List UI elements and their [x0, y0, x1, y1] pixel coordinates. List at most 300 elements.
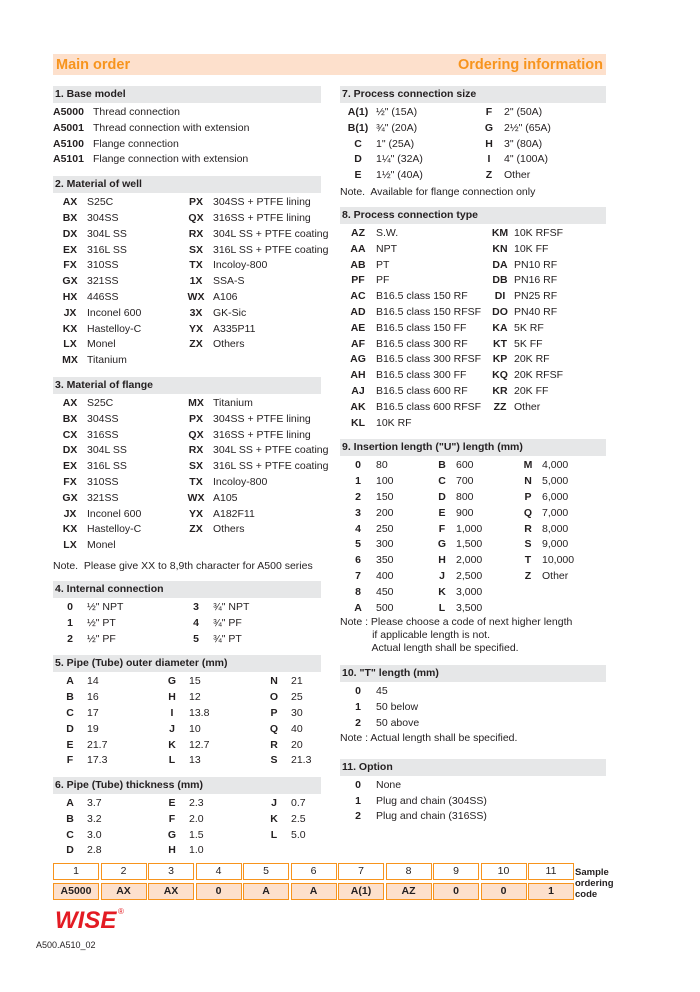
section-header: 11. Option: [340, 759, 606, 776]
value-cell: PN16 RF: [514, 274, 558, 287]
sample-position-number: 5: [243, 863, 289, 880]
value-cell: 300: [376, 538, 394, 551]
value-cell: Other: [504, 169, 531, 182]
code-cell: AG: [350, 353, 366, 366]
value-cell: ½" PT: [87, 616, 116, 629]
logo-text: WISE: [55, 907, 117, 932]
code-cell: F: [485, 106, 493, 118]
section-pipe-thickness: [53, 777, 321, 859]
code-cell: A5101: [53, 153, 84, 166]
value-cell: Titanium: [213, 396, 253, 409]
code-cell: RX: [188, 444, 204, 457]
code-cell: T: [524, 554, 532, 567]
section-header: 5. Pipe (Tube) outer diameter (mm): [53, 655, 321, 672]
value-cell: 25: [291, 691, 303, 704]
section-header: 8. Process connection type: [340, 207, 606, 224]
value-cell: 304L SS: [87, 227, 127, 240]
code-cell: YX: [188, 507, 203, 520]
code-cell: BX: [62, 412, 78, 425]
code-cell: PX: [188, 196, 203, 209]
code-cell: A: [66, 675, 74, 688]
code-cell: O: [269, 691, 279, 704]
sample-position-number: 4: [196, 863, 242, 880]
value-cell: 321SS: [87, 491, 119, 504]
value-cell: PT: [376, 258, 390, 271]
section-option: [340, 759, 606, 825]
value-cell: Inconel 600: [87, 306, 142, 319]
note-t-length: Note : Actual length shall be specified.: [340, 731, 518, 744]
code-cell: B: [66, 812, 74, 825]
code-cell: 1: [355, 794, 361, 807]
code-cell: E: [354, 169, 362, 182]
left-column: [53, 86, 329, 867]
code-cell: SX: [188, 243, 203, 256]
value-cell: 316L SS + PTFE coating: [213, 460, 329, 473]
value-cell: Monel: [87, 338, 116, 351]
section-header: 6. Pipe (Tube) thickness (mm): [53, 777, 321, 794]
code-cell: KQ: [492, 369, 508, 382]
value-cell: 450: [376, 585, 394, 598]
section-header: 1. Base model: [53, 86, 321, 103]
value-cell: 21.3: [291, 754, 312, 767]
value-cell: 316SS: [87, 428, 119, 441]
sample-position-number: 8: [386, 863, 432, 880]
value-cell: [542, 601, 606, 617]
code-cell: N: [524, 475, 532, 488]
code-cell: CX: [62, 428, 78, 441]
code-cell: K: [438, 585, 446, 598]
code-cell: MX: [188, 396, 204, 409]
sample-code-value: AX: [101, 883, 147, 900]
code-cell: KR: [492, 384, 508, 397]
value-cell: 304L SS + PTFE coating: [213, 444, 329, 457]
value-cell: 20K FF: [514, 384, 549, 397]
code-cell: BX: [62, 211, 78, 224]
value-cell: 6,000: [542, 490, 569, 503]
title-banner: [53, 54, 606, 75]
value-cell: 304SS: [87, 211, 119, 224]
code-cell: C: [438, 475, 446, 488]
code-cell: A5000: [53, 106, 84, 118]
code-cell: I: [487, 153, 491, 166]
value-cell: 17: [87, 706, 99, 719]
code-cell: 0: [355, 459, 361, 472]
value-cell: 250: [376, 522, 394, 535]
code-cell: 2: [355, 716, 361, 729]
code-cell: E: [438, 506, 446, 519]
value-cell: 4" (100A): [504, 153, 548, 166]
sample-position-number: 9: [433, 863, 479, 880]
value-cell: 0.7: [291, 797, 306, 810]
code-cell: Z: [485, 169, 493, 182]
value-cell: Flange connection: [93, 137, 179, 150]
sample-code-value: 0: [433, 883, 479, 900]
code-cell: AA: [350, 242, 366, 255]
value-cell: Plug and chain (304SS): [376, 794, 487, 807]
code-cell: AD: [350, 305, 366, 318]
value-cell: ½" NPT: [87, 600, 124, 613]
code-cell: 4: [193, 616, 199, 629]
value-cell: 200: [376, 506, 394, 519]
code-cell: 2: [355, 810, 361, 823]
code-cell: H: [438, 554, 446, 567]
value-cell: S.W.: [376, 226, 399, 239]
value-cell: 400: [376, 569, 394, 582]
code-cell: G: [437, 538, 447, 551]
code-cell: KT: [493, 337, 507, 350]
value-cell: 2.8: [87, 844, 102, 857]
sample-code-value: 1: [528, 883, 574, 900]
code-cell: B: [66, 691, 74, 704]
value-cell: PN10 RF: [514, 258, 558, 271]
code-cell: AC: [350, 290, 366, 303]
code-cell: 0: [355, 685, 361, 698]
code-cell: TX: [189, 475, 203, 488]
code-cell: G: [167, 828, 177, 841]
value-cell: 10: [189, 722, 201, 735]
code-cell: [179, 353, 213, 369]
value-cell: 45: [376, 685, 388, 698]
code-cell: 1: [67, 616, 73, 629]
code-cell: AX: [62, 196, 78, 209]
code-cell: QX: [188, 211, 204, 224]
code-cell: ZX: [189, 523, 203, 536]
value-cell: 14: [87, 675, 99, 688]
sample-code-value: A5000: [53, 883, 99, 900]
value-cell: 20: [291, 738, 303, 751]
value-cell: 316L SS: [87, 243, 127, 256]
value-cell: 40: [291, 722, 303, 735]
note-insertion-length: Note : Please choose a code of next higher length if applicable length is not. Actual length shall be specified.: [340, 616, 573, 655]
sample-code-value: AX: [148, 883, 194, 900]
code-cell: J: [439, 569, 445, 582]
value-cell: Incoloy-800: [213, 475, 268, 488]
section-pipe-od: [53, 655, 321, 769]
code-cell: 4: [355, 522, 361, 535]
right-column: [340, 86, 606, 833]
code-cell: DA: [492, 258, 508, 271]
value-cell: 21: [291, 675, 303, 688]
value-cell: Titanium: [87, 354, 127, 367]
value-cell: 800: [456, 490, 474, 503]
value-cell: B16.5 class 300 RFSF: [376, 353, 482, 366]
value-cell: SSA-S: [213, 275, 245, 288]
code-cell: QX: [188, 428, 204, 441]
code-cell: 1: [355, 475, 361, 488]
value-cell: 5K RF: [514, 321, 544, 334]
value-cell: 15: [189, 675, 201, 688]
code-cell: 3X: [189, 306, 203, 319]
code-cell: B(1): [347, 121, 369, 134]
value-cell: A335P11: [213, 322, 256, 335]
sample-label-line: ordering: [575, 878, 614, 889]
value-cell: 10,000: [542, 554, 575, 567]
value-cell: 17.3: [87, 754, 108, 767]
sample-position-number: 10: [481, 863, 527, 880]
value-cell: 310SS: [87, 475, 119, 488]
value-cell: 5K FF: [514, 337, 543, 350]
code-cell: JX: [63, 507, 77, 520]
value-cell: Plug and chain (316SS): [376, 810, 487, 823]
section-header: 10. "T" length (mm): [340, 665, 606, 682]
value-cell: Others: [213, 523, 245, 536]
value-cell: PN25 RF: [514, 290, 558, 303]
value-cell: 304SS + PTFE lining: [213, 196, 311, 209]
value-cell: [291, 843, 321, 859]
value-cell: 321SS: [87, 275, 119, 288]
code-cell: H: [168, 691, 176, 704]
code-cell: AJ: [351, 384, 365, 397]
code-cell: A: [354, 601, 362, 614]
section-header: 3. Material of flange: [53, 377, 321, 394]
document-id: A500.A510_02: [36, 940, 96, 950]
code-cell: 5: [355, 538, 361, 551]
code-cell: D: [438, 490, 446, 503]
code-cell: 1X: [189, 275, 203, 288]
code-cell: DX: [62, 444, 78, 457]
value-cell: ¾" (20A): [376, 121, 418, 134]
code-cell: 3: [193, 600, 199, 613]
value-cell: Others: [213, 338, 245, 351]
code-cell: KA: [492, 321, 508, 334]
value-cell: PN40 RF: [514, 305, 558, 318]
value-cell: 304L SS + PTFE coating: [213, 227, 329, 240]
code-cell: WX: [187, 290, 205, 303]
value-cell: B16.5 class 300 RF: [376, 337, 468, 350]
value-cell: 20K RFSF: [514, 369, 564, 382]
sample-label: [575, 867, 614, 900]
value-cell: S25C: [87, 196, 114, 209]
value-cell: 10K RFSF: [514, 226, 564, 239]
wise-logo-mark: [55, 906, 125, 932]
value-cell: 5,000: [542, 475, 569, 488]
code-cell: AE: [350, 321, 366, 334]
value-cell: ¾" PF: [213, 616, 242, 629]
value-cell: None: [376, 778, 402, 791]
code-cell: WX: [187, 491, 205, 504]
value-cell: ½" (15A): [376, 106, 418, 118]
sample-position-number: 7: [338, 863, 384, 880]
code-cell: C: [66, 706, 74, 719]
value-cell: 2" (50A): [504, 106, 543, 118]
value-cell: 8,000: [542, 522, 569, 535]
sample-position-number: 2: [101, 863, 147, 880]
code-cell: S: [524, 538, 532, 551]
section-t-length: [340, 665, 606, 744]
ordering-info-title: Ordering information: [458, 56, 603, 73]
value-cell: 700: [456, 475, 474, 488]
section-internal-connection: [53, 581, 321, 647]
value-cell: B16.5 class 150 FF: [376, 321, 467, 334]
value-cell: 304SS + PTFE lining: [213, 412, 311, 425]
code-cell: KX: [62, 322, 78, 335]
value-cell: 350: [376, 554, 394, 567]
value-cell: 600: [456, 459, 474, 472]
code-cell: LX: [63, 539, 77, 552]
code-cell: SX: [188, 460, 203, 473]
code-cell: [179, 538, 213, 554]
value-cell: 304L SS: [87, 444, 127, 457]
value-cell: NPT: [376, 242, 397, 255]
section-header: 7. Process connection size: [340, 86, 606, 103]
code-cell: RX: [188, 227, 204, 240]
code-cell: 6: [355, 554, 361, 567]
value-cell: 2.0: [189, 812, 204, 825]
value-cell: [213, 353, 328, 369]
value-cell: 3.2: [87, 812, 102, 825]
code-cell: C: [66, 828, 74, 841]
code-cell: D: [66, 722, 74, 735]
code-cell: C: [354, 137, 362, 150]
value-cell: 7,000: [542, 506, 569, 519]
code-cell: Q: [269, 722, 279, 735]
value-cell: [514, 416, 606, 432]
code-cell: A(1): [347, 106, 369, 118]
value-cell: 12.7: [189, 738, 210, 751]
value-cell: ¾" PT: [213, 632, 242, 645]
sample-code-value: A(1): [338, 883, 384, 900]
code-cell: DX: [62, 227, 78, 240]
value-cell: ½" PF: [87, 632, 116, 645]
value-cell: 1,000: [456, 522, 483, 535]
code-cell: DB: [492, 274, 508, 287]
section-insertion-length: [340, 439, 606, 655]
code-cell: AK: [350, 400, 366, 413]
code-cell: FX: [63, 259, 77, 272]
code-cell: ZX: [189, 338, 203, 351]
code-cell: GX: [62, 491, 78, 504]
code-cell: H: [168, 844, 176, 857]
code-cell: [257, 843, 291, 859]
value-cell: Thread connection: [93, 106, 180, 118]
value-cell: 3.0: [87, 828, 102, 841]
value-cell: PF: [376, 274, 390, 287]
code-cell: AX: [62, 396, 78, 409]
value-cell: Hastelloy-C: [87, 322, 142, 335]
value-cell: B16.5 class 300 FF: [376, 369, 467, 382]
code-cell: KL: [351, 416, 365, 429]
code-cell: G: [484, 121, 494, 134]
section-material-flange: [53, 377, 329, 573]
code-cell: L: [438, 601, 446, 614]
value-cell: 13.8: [189, 706, 210, 719]
sample-position-number: 3: [148, 863, 194, 880]
value-cell: 1¼" (32A): [376, 153, 423, 166]
value-cell: Hastelloy-C: [87, 523, 142, 536]
code-cell: L: [168, 754, 176, 767]
code-cell: R: [270, 738, 278, 751]
code-cell: HX: [62, 290, 78, 303]
code-cell: YX: [188, 322, 203, 335]
code-cell: FX: [63, 475, 77, 488]
code-cell: D: [354, 153, 362, 166]
code-cell: 2: [355, 490, 361, 503]
section-header: 4. Internal connection: [53, 581, 321, 598]
value-cell: 316SS + PTFE lining: [213, 211, 311, 224]
value-cell: Thread connection with extension: [93, 121, 250, 134]
value-cell: 100: [376, 475, 394, 488]
value-cell: B16.5 class 600 RF: [376, 384, 468, 397]
value-cell: B16.5 class 600 RFSF: [376, 400, 482, 413]
section-header: 9. Insertion length ("U") length (mm): [340, 439, 606, 456]
code-cell: LX: [63, 338, 77, 351]
code-cell: A5001: [53, 121, 84, 134]
value-cell: S25C: [87, 396, 114, 409]
section-material-well: [53, 176, 329, 369]
code-cell: PX: [188, 412, 203, 425]
code-cell: PF: [351, 274, 365, 287]
sample-label-line: code: [575, 889, 598, 900]
value-cell: 3,500: [456, 601, 483, 614]
logo-registered: ®: [118, 907, 124, 916]
code-cell: A: [66, 797, 74, 810]
code-cell: 0: [67, 600, 73, 613]
code-cell: EX: [62, 460, 77, 473]
value-cell: B16.5 class 150 RFSF: [376, 305, 482, 318]
code-cell: AB: [350, 258, 366, 271]
code-cell: KM: [491, 226, 509, 239]
main-order-title: Main order: [56, 56, 131, 73]
section-header: 2. Material of well: [53, 176, 321, 193]
note-connection-size: Note. Available for flange connection only: [340, 185, 536, 198]
value-cell: 316L SS + PTFE coating: [213, 243, 329, 256]
value-cell: 3,000: [456, 585, 483, 598]
value-cell: 10K RF: [376, 416, 412, 429]
code-cell: EX: [62, 243, 77, 256]
value-cell: 30: [291, 706, 303, 719]
value-cell: Other: [514, 400, 541, 413]
value-cell: 316SS + PTFE lining: [213, 428, 311, 441]
code-cell: N: [270, 675, 278, 688]
code-cell: Z: [524, 569, 532, 582]
value-cell: 5.0: [291, 828, 306, 841]
value-cell: A182F11: [213, 507, 255, 520]
code-cell: GX: [62, 275, 78, 288]
code-cell: 1: [355, 701, 361, 714]
value-cell: Other: [542, 569, 569, 582]
wise-logo: [55, 906, 125, 935]
value-cell: 900: [456, 506, 474, 519]
value-cell: 3" (80A): [504, 137, 543, 150]
value-cell: ¾" NPT: [213, 600, 250, 613]
code-cell: I: [170, 706, 174, 719]
value-cell: 500: [376, 601, 394, 614]
sample-position-number: 6: [291, 863, 337, 880]
sample-code-value: 0: [196, 883, 242, 900]
value-cell: 446SS: [87, 290, 119, 303]
value-cell: A105: [213, 491, 238, 504]
code-cell: L: [270, 828, 278, 841]
value-cell: 2.5: [291, 812, 306, 825]
code-cell: R: [524, 522, 532, 535]
code-cell: AZ: [351, 226, 365, 239]
value-cell: 310SS: [87, 259, 119, 272]
code-cell: G: [167, 675, 177, 688]
value-cell: 2½" (65A): [504, 121, 551, 134]
code-cell: KN: [492, 242, 508, 255]
value-cell: 2.3: [189, 797, 204, 810]
code-cell: H: [485, 137, 493, 150]
value-cell: 50 below: [376, 701, 419, 714]
value-cell: 1" (25A): [376, 137, 415, 150]
code-cell: D: [66, 844, 74, 857]
code-cell: F: [66, 754, 74, 767]
code-cell: JX: [63, 306, 77, 319]
code-cell: 7: [355, 569, 361, 582]
value-cell: 80: [376, 459, 388, 472]
code-cell: P: [270, 706, 278, 719]
code-cell: [514, 601, 542, 617]
